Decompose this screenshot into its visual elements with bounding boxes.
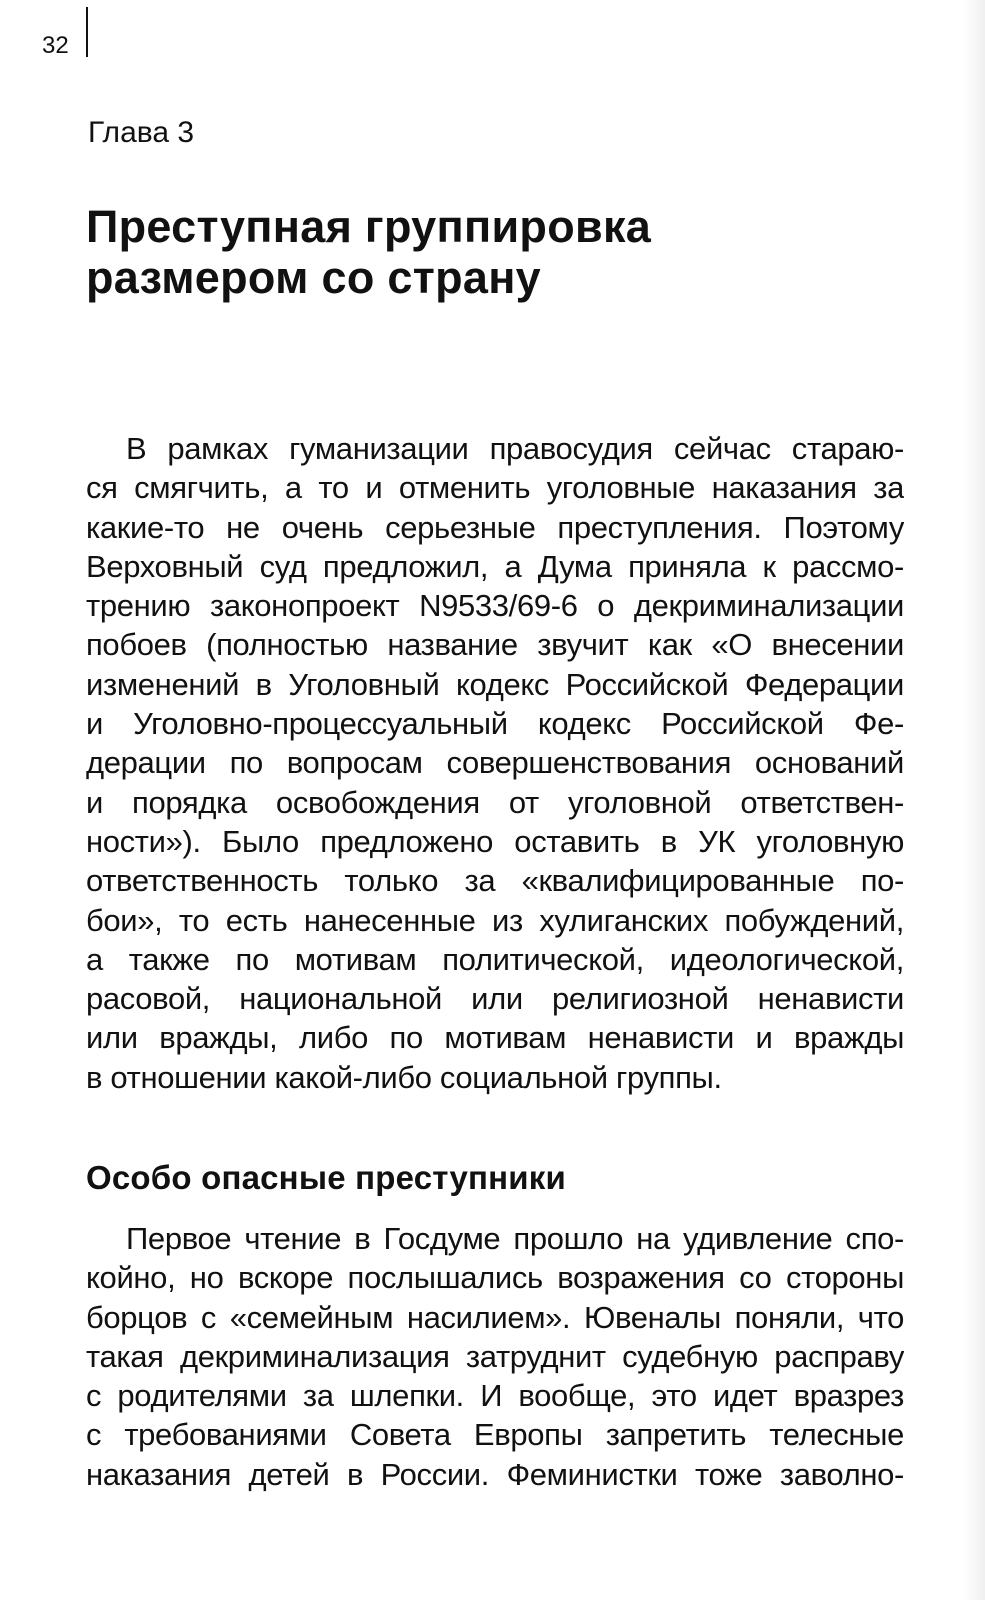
text-line: в отношении какой-либо социальной группы. (86, 1059, 722, 1095)
text-line: ся смягчить, а то и отменить уголовные наказания за (86, 470, 904, 506)
text-line: побоев (полностью название звучит как «О внесении (86, 627, 904, 663)
text-line: Верховный суд предложил, а Дума приняла к рассмо- (86, 548, 904, 584)
section-heading: Особо опасные преступники (86, 1159, 566, 1196)
paragraph-2 (86, 1219, 904, 1494)
text-line: дерации по вопросам совершенствования оснований (86, 745, 904, 781)
text-line: какие-то не очень серьезные преступления. Поэтому (86, 509, 904, 545)
text-line: с требованиями Совета Европы запретить телесные (86, 1417, 904, 1453)
text-line: трению законопроект N9533/69-6 о декриминализации (86, 588, 904, 624)
chapter-title-line: Преступная группировка (86, 201, 652, 252)
text-line: или вражды, либо по мотивам ненависти и вражды (86, 1020, 904, 1056)
chapter-title-line: размером со страну (86, 252, 542, 303)
text-line: ответственность только за «квалифицированные по- (86, 863, 904, 899)
text-line: и Уголовно-процессуальный кодекс Российской Фе- (86, 706, 904, 742)
text-line: изменений в Уголовный кодекс Российской Федерации (86, 666, 904, 702)
page-number-rule (86, 7, 88, 57)
text-line: бои», то есть нанесенные из хулиганских побуждений, (86, 902, 904, 938)
text-line: наказания детей в России. Феминистки тоже заволно- (86, 1456, 904, 1492)
text-line: такая декриминализация затруднит судебную расправу (86, 1338, 904, 1374)
chapter-label: Глава 3 (88, 116, 195, 149)
chapter-title (86, 201, 866, 303)
page-edge-shadow (963, 0, 985, 1600)
text-line: Первое чтение в Госдуме прошло на удивление спо- (126, 1221, 904, 1256)
text-line: а также по мотивам политической, идеологической, (86, 941, 904, 977)
paragraph-1 (86, 429, 904, 1097)
page-number: 32 (42, 32, 69, 59)
text-line: борцов с «семейным насилием». Ювеналы поняли, что (86, 1299, 904, 1335)
text-line: В рамках гуманизации правосудия сейчас стараю- (126, 431, 904, 466)
text-line: ности»). Было предложено оставить в УК уголовную (86, 823, 904, 859)
text-line: с родителями за шлепки. И вообще, это идет вразрез (86, 1378, 904, 1414)
text-line: и порядка освобождения от уголовной ответствен- (86, 784, 904, 820)
text-line: расовой, национальной или религиозной ненависти (86, 981, 904, 1017)
text-line: койно, но вскоре послышались возражения со стороны (86, 1260, 904, 1296)
